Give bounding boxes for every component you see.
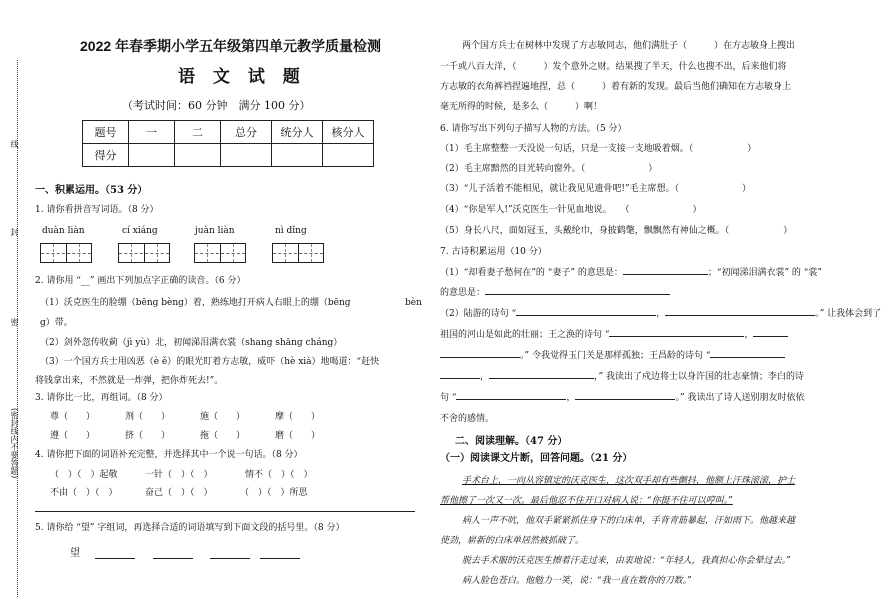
q1-pinyin-1: duàn liàn bbox=[42, 226, 85, 236]
score-table bbox=[82, 120, 374, 167]
q1-pinyin-4: nì dǐng bbox=[275, 226, 307, 236]
q1-answer-grid[interactable] bbox=[40, 243, 92, 263]
q5-prompt: 5. 请你给 “望” 字组词，再选择合适的词语填写到下面文段的括号里。（8 分） bbox=[35, 523, 345, 533]
q3-item[interactable]: 施（ ） bbox=[200, 412, 246, 422]
q7-line: 不舍的感情。 bbox=[440, 414, 495, 424]
q3-item[interactable]: 摩（ ） bbox=[275, 412, 321, 422]
q3-item[interactable]: 挤（ ） bbox=[125, 431, 171, 441]
q4-answer-line[interactable] bbox=[35, 511, 415, 512]
q2-line-3: （2）剑外忽传收蓟（jì yù）北，初闻涕泪满衣裳（shang shāng cháng） bbox=[40, 338, 343, 348]
q3-item[interactable]: 剂（ ） bbox=[125, 412, 171, 422]
score-cell[interactable] bbox=[175, 144, 221, 167]
q3-item[interactable]: 遵（ ） bbox=[50, 431, 96, 441]
q7-line: 。” 令我觉得玉门关是那样孤独；王昌龄的诗句 “ bbox=[440, 351, 785, 362]
score-cell: 一 bbox=[129, 121, 175, 144]
margin-warning: (密封线内不要答题) bbox=[10, 408, 19, 479]
q4-item[interactable]: 不由（ ）（ ） bbox=[50, 488, 118, 498]
score-header-row bbox=[83, 121, 374, 144]
q3-item[interactable]: 尊（ ） bbox=[50, 412, 96, 422]
score-cell: 二 bbox=[175, 121, 221, 144]
q7-line: （1）“却看妻子愁何在”的 “妻子” 的意思是： ；“初闻涕泪满衣裳” 的 “裳” bbox=[440, 268, 822, 278]
q6-item[interactable]: （1）毛主席整整一天没说一句话，只是一支接一支地吸着烟。（ ） bbox=[440, 144, 757, 154]
section-2-heading: 二、阅读理解。（47 分） bbox=[455, 436, 568, 447]
q6-item[interactable]: （4）“你是军人!”沃克医生一针见血地说。 （ ） bbox=[440, 205, 702, 215]
score-cell: 题号 bbox=[83, 121, 129, 144]
reading-line: 病人一声不吭，他双手紧紧抓住身下的白床单，手背青筋暴起，汗如雨下。他越来越 bbox=[462, 516, 796, 526]
score-cell[interactable] bbox=[221, 144, 272, 167]
section-1-heading: 一、积累运用。（53 分） bbox=[35, 185, 148, 196]
reading-line: 脱去手术服的沃克医生擦着汗走过来，由衷地说：“年轻人，我真担心你会晕过去。” bbox=[462, 556, 791, 566]
q4-item[interactable]: 情不（ ）（ ） bbox=[245, 470, 313, 480]
q4-item[interactable]: 一针（ ）（ ） bbox=[145, 470, 213, 480]
q7-line: 句 “ ， 。” 我读出了诗人送别朋友时依依 bbox=[440, 393, 805, 403]
score-cell[interactable] bbox=[323, 144, 374, 167]
q1-pinyin-2: cí xiáng bbox=[122, 226, 158, 236]
q5-blank[interactable] bbox=[210, 558, 250, 559]
exam-title: 2022 年春季期小学五年级第四单元教学质量检测 bbox=[80, 38, 382, 54]
q6-prompt: 6. 请你写出下列句子描写人物的方法。（5 分） bbox=[440, 124, 627, 134]
q1-prompt: 1. 请你看拼音写词语。（8 分） bbox=[35, 205, 159, 215]
passage-line: 两个国方兵士在树林中发现了方志敏同志，他们满肚子（ ）在方志敏身上搜出 bbox=[462, 41, 796, 51]
subject-title: 语 文 试 题 bbox=[178, 67, 306, 87]
q4-item[interactable]: （ ）（ ）起敬 bbox=[50, 470, 118, 480]
score-cell: 得分 bbox=[83, 144, 129, 167]
q5-blank[interactable] bbox=[153, 558, 193, 559]
q4-item[interactable]: 奋己（ ）（ ） bbox=[145, 488, 213, 498]
q3-item[interactable]: 磨（ ） bbox=[275, 431, 321, 441]
section-2a-heading: （一）阅读课文片断，回答问题。（21 分） bbox=[440, 453, 633, 464]
q1-answer-grid[interactable] bbox=[272, 243, 324, 263]
q6-item[interactable]: （5）身长八尺，面如冠玉，头戴纶巾，身披鹤氅，飘飘然有神仙之概。（ ） bbox=[440, 226, 793, 236]
passage-line: 方志敏的衣角裤裆捏遍地捏，总（ ）着有新的发现。最后当他们确知在方志敏身上 bbox=[440, 82, 792, 92]
q1-answer-grid[interactable] bbox=[194, 243, 246, 263]
q2-line-5: 将钱拿出来，不然就是一炸弹，把你炸死去!”。 bbox=[35, 376, 224, 386]
q7-line: （2）陆游的诗句 “ ， 。” 让我体会到了 bbox=[440, 309, 881, 319]
margin-line-char: 线 bbox=[10, 140, 19, 148]
reading-line: 病人脸色苍白。他勉力一笑，说：“我一直在数你的刀数。” bbox=[462, 576, 692, 586]
passage-line: 毫无所得的时候，是多么（ ）啊！ bbox=[440, 102, 603, 112]
reading-line: 使劲，崭新的白床单居然被抓破了。 bbox=[440, 536, 585, 546]
q1-pinyin-3: juàn liàn bbox=[195, 226, 235, 236]
q1-answer-grid[interactable] bbox=[118, 243, 170, 263]
score-cell[interactable] bbox=[129, 144, 175, 167]
q3-prompt: 3. 请你比一比，再组词。（8 分） bbox=[35, 393, 168, 403]
q2-line-2: g）带。 bbox=[40, 318, 73, 328]
score-cell[interactable] bbox=[272, 144, 323, 167]
q7-line: 祖国的河山是如此的壮丽；王之涣的诗句 “ ， bbox=[440, 330, 788, 341]
q5-char: 望 bbox=[70, 548, 80, 559]
q2-line-1b: bèn bbox=[405, 298, 422, 308]
score-value-row bbox=[83, 144, 374, 167]
q2-line-1: （1）沃克医生的脸绷（bēng bèng）着，熟练地打开病人右眼上的绷（bēng bbox=[40, 298, 351, 308]
q2-line-4: （3）一个国方兵士用凶恶（è ě）的眼光盯着方志敏，威吓（hè xià）地喝道：“赶快 bbox=[40, 357, 380, 367]
score-cell: 核分人 bbox=[323, 121, 374, 144]
reading-line: 手术台上，一向从容镇定的沃克医生，这次双手却有些颤抖，他额上汗珠滚滚，护士 bbox=[462, 476, 796, 486]
q7-line: 的意思是： bbox=[440, 288, 670, 299]
q3-item[interactable]: 拖（ ） bbox=[200, 431, 246, 441]
passage-line: 一千或八百大洋，（ ）发个意外之财。结果搜了半天，什么也搜不出，后来他们将 bbox=[440, 62, 787, 72]
reading-line: 帮他擦了一次又一次。最后他忍不住开口对病人说：“你挺不住可以哼叫。” bbox=[440, 496, 733, 506]
q7-line: ， ，” 我读出了戍边将士以身许国的壮志豪情；李白的诗 bbox=[440, 372, 804, 383]
exam-info: （考试时间：60 分钟 满分 100 分） bbox=[122, 99, 311, 112]
q4-prompt: 4. 请你把下面的词语补充完整，并选择其中一个说一句话。（8 分） bbox=[35, 450, 303, 460]
q2-prompt: 2. 请你用 “__” 画出下列加点字正确的读音。（6 分） bbox=[35, 276, 246, 286]
q5-blank[interactable] bbox=[260, 558, 300, 559]
q6-item[interactable]: （3）“儿子活着不能相见，就让我见见遗骨吧!”毛主席想。（ ） bbox=[440, 184, 752, 194]
q7-prompt: 7. 古诗积累运用（10 分） bbox=[440, 247, 547, 257]
score-cell: 统分人 bbox=[272, 121, 323, 144]
q4-item[interactable]: （ ）（ ）所思 bbox=[240, 488, 308, 498]
margin-seal-char: 封 bbox=[10, 228, 19, 236]
margin-bind-char: 密 bbox=[10, 318, 19, 326]
q5-blank[interactable] bbox=[95, 558, 135, 559]
score-cell: 总分 bbox=[221, 121, 272, 144]
q6-item[interactable]: （2）毛主席黯然的目光转向窗外。（ ） bbox=[440, 164, 658, 174]
